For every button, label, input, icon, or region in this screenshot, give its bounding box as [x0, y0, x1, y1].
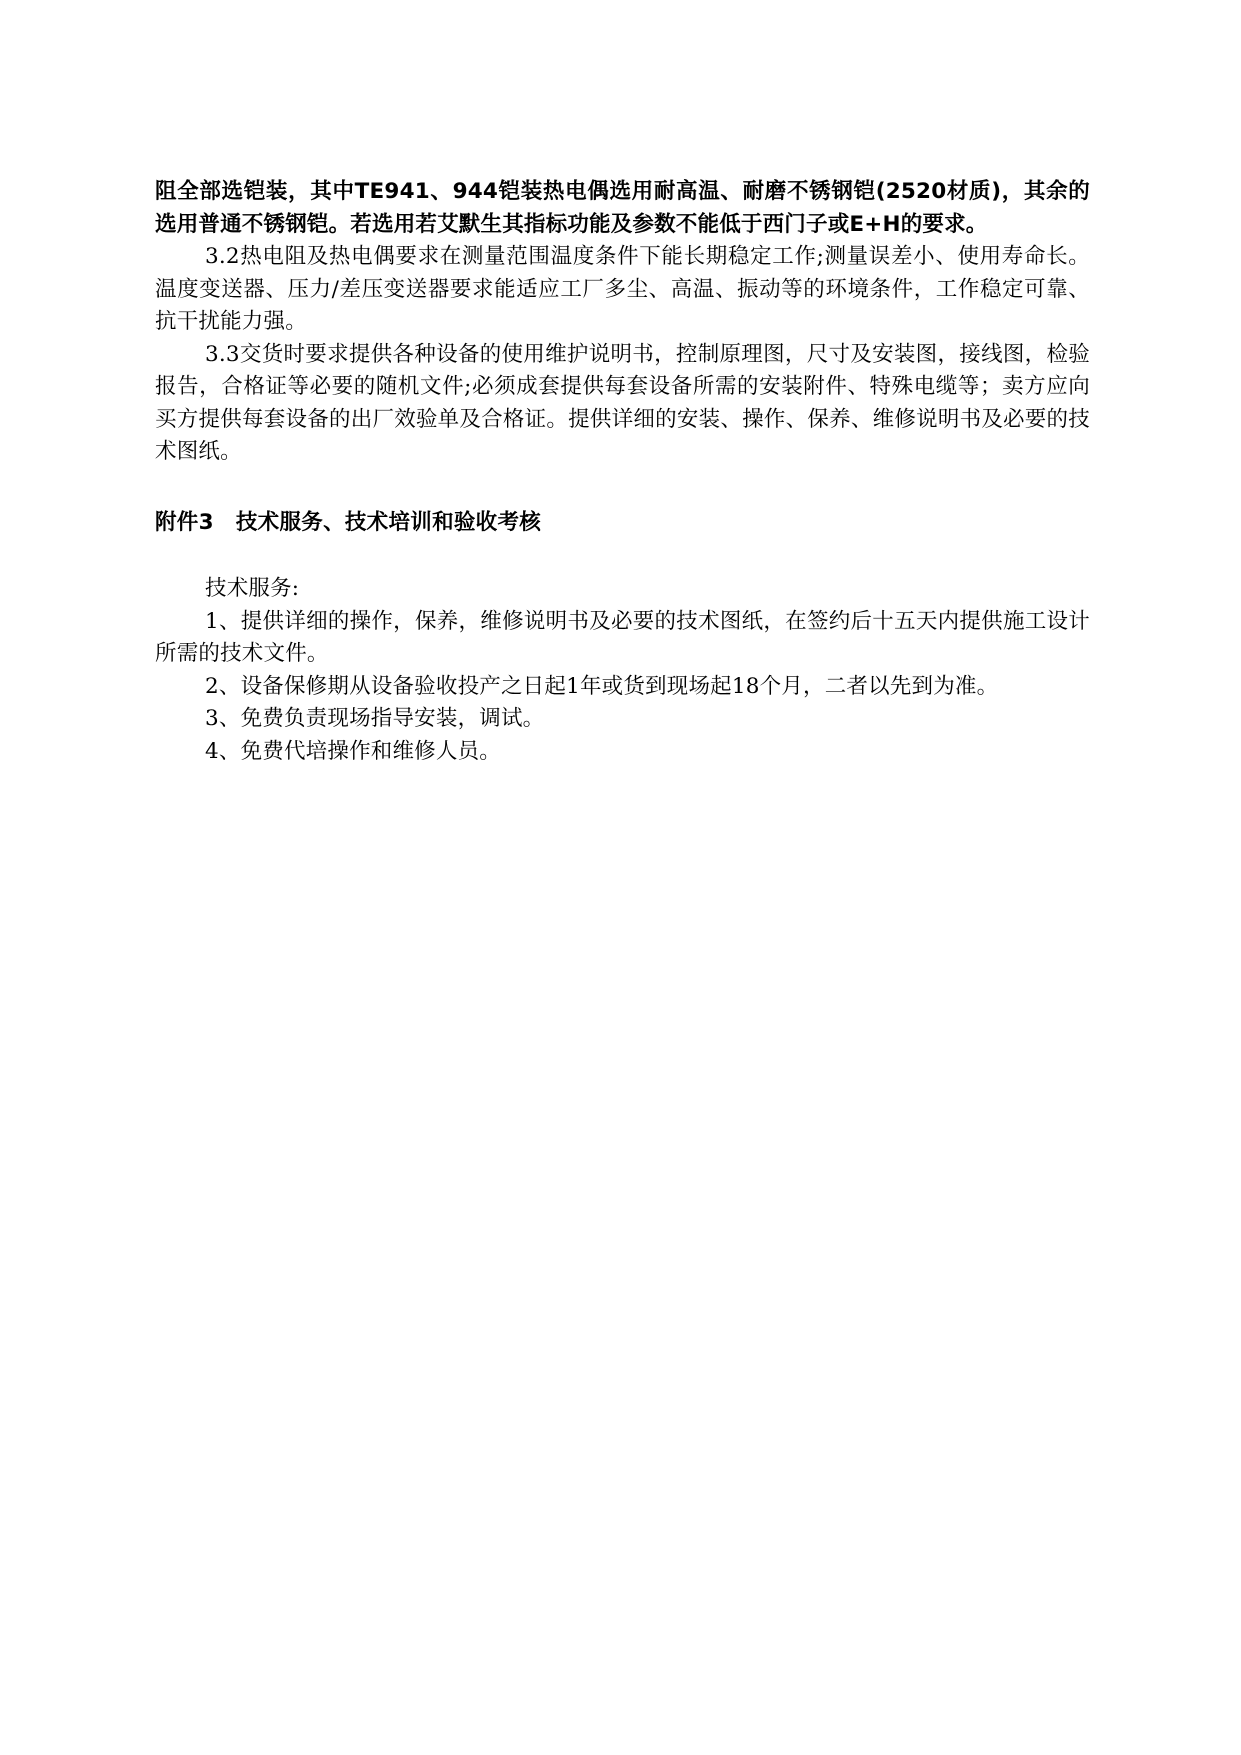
attachment-title: 技术服务、技术培训和验收考核: [235, 509, 542, 535]
tech-service-item-4: 4、免费代培操作和维修人员。: [205, 738, 501, 764]
section-3-2-paragraph: 3.2热电阻及热电偶要求在测量范围温度条件下能长期稳定工作;测量误差小、使用寿命长。温度变送器、压力/差压变送器要求能适应工厂多尘、高温、振动等的环境条件，工作稳定可靠、抗干扰能力强。: [155, 244, 1090, 334]
tech-service-heading: 技术服务:: [205, 576, 300, 601]
tech-service-item-3: 3、免费负责现场指导安装，调试。: [205, 706, 545, 731]
section-3-3-paragraph: 3.3交货时要求提供各种设备的使用维护说明书，控制原理图，尺寸及安装图，接线图，检验报告，合格证等必要的随机文件;必须成套提供每套设备所需的安装附件、特殊电缆等；卖方应向买方提供每套设备的出厂效验单及合格证。提供详细的安装、操作、保养、维修说明书及必要的技术图纸。: [155, 341, 1090, 464]
attachment-label: 附件3: [155, 509, 214, 535]
tech-service-item-2: 2、设备保修期从设备验收投产之日起1年或货到现场起18个月，二者以先到为准。: [205, 673, 999, 699]
intro-paragraph: 阻全部选铠装，其中TE941、944铠装热电偶选用耐高温、耐磨不锈钢铠(2520材质)，其余的选用普通不锈钢铠。若选用若艾默生其指标功能及参数不能低于西门子或E+H的要求。: [155, 179, 1090, 237]
attachment-heading: [155, 507, 1090, 540]
document-body: [155, 176, 1090, 768]
tech-service-item-1: 1、提供详细的操作，保养，维修说明书及必要的技术图纸，在签约后十五天内提供施工设计所需的技术文件。: [155, 608, 1090, 666]
